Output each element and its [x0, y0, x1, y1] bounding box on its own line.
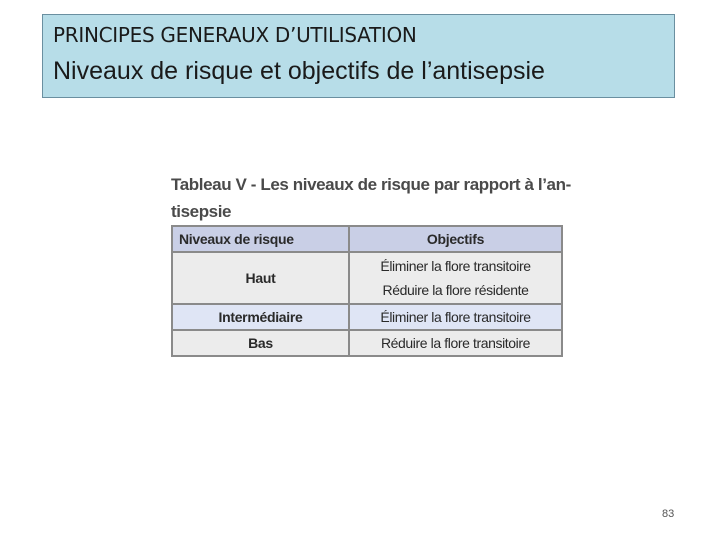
objective-text: Réduire la flore résidente	[382, 282, 529, 298]
risk-level-cell: Bas	[172, 330, 349, 356]
slide-title-box	[42, 14, 675, 98]
risk-level-cell: Intermédiaire	[172, 304, 349, 330]
table-header-row	[172, 226, 562, 252]
slide-title-line1: PRINCIPES GENERAUX D’UTILISATION	[53, 23, 417, 47]
header-objectives: Objectifs	[349, 226, 562, 252]
objectives-cell	[349, 304, 562, 330]
table-row	[172, 304, 562, 330]
risk-table	[171, 225, 563, 357]
objectives-cell	[349, 330, 562, 356]
objective-text: Réduire la flore transitoire	[380, 335, 531, 351]
objectives-cell	[349, 252, 562, 304]
page-number: 83	[662, 508, 675, 520]
objective-text: Éliminer la flore transitoire	[380, 258, 531, 274]
table-caption: Tableau V - Les niveaux de risque par rapport à l’an-tisepsie	[171, 175, 571, 221]
table-row	[172, 252, 562, 304]
header-risk-level: Niveaux de risque	[172, 226, 349, 252]
objective-text: Éliminer la flore transitoire	[380, 309, 531, 325]
table-row	[172, 330, 562, 356]
slide-title-line2: Niveaux de risque et objectifs de l’antisepsie	[53, 57, 545, 85]
risk-level-cell: Haut	[172, 252, 349, 304]
